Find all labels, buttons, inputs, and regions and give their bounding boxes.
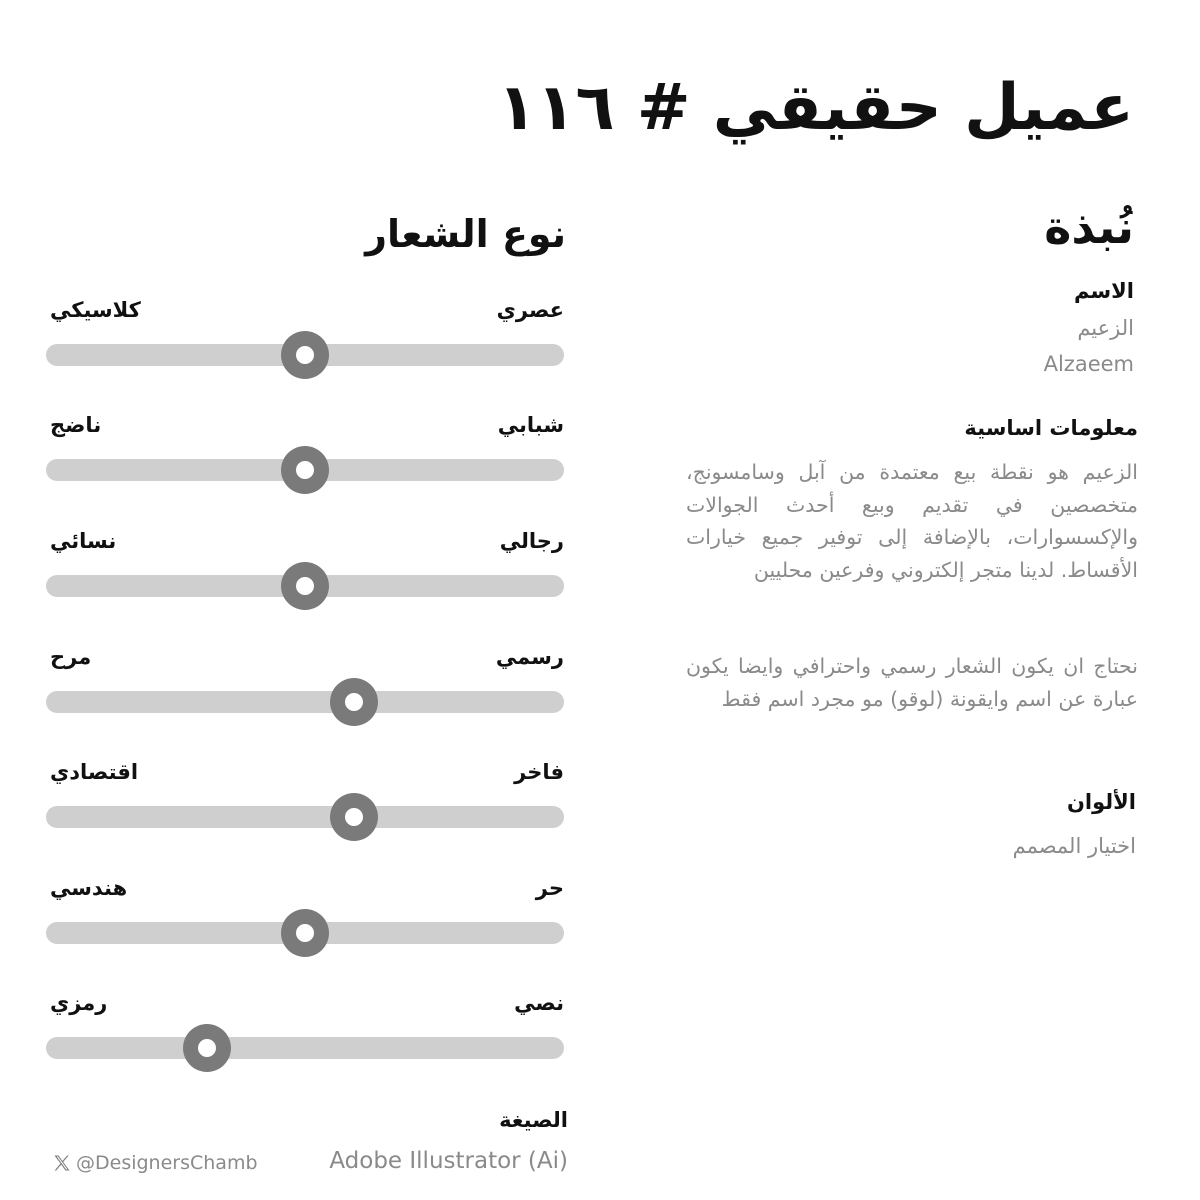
slider-right-label: فاخر	[514, 760, 564, 784]
colors-value: اختيار المصمم	[1012, 834, 1136, 858]
slider-right-label: رجالي	[499, 529, 564, 553]
name-arabic-value: الزعيم	[1077, 316, 1134, 340]
slider-formal-playful	[46, 645, 564, 735]
format-label: الصيغة	[499, 1108, 568, 1132]
slider-right-label: حر	[535, 876, 564, 900]
slider-left-label: رمزي	[50, 991, 108, 1015]
slider-luxury-economic	[46, 760, 564, 850]
slider-thumb[interactable]	[330, 678, 378, 726]
slider-thumb[interactable]	[281, 446, 329, 494]
designer-handle: @DesignersChamb	[76, 1152, 258, 1174]
slider-track[interactable]	[46, 1037, 564, 1059]
slider-left-label: ناضج	[50, 413, 102, 437]
format-value: Adobe Illustrator (Ai)	[329, 1148, 568, 1174]
basic-info-label: معلومات اساسية	[964, 416, 1138, 440]
about-heading: نُبذة	[1044, 200, 1134, 254]
requirements-paragraph: نحتاج ان يكون الشعار رسمي واحترافي وايضا يكون عبارة عن اسم وايقونة (لوقو) مو مجرد اسم فقط	[686, 654, 1138, 711]
logo-type-heading: نوع الشعار	[365, 212, 566, 256]
name-label: الاسم	[1074, 279, 1134, 303]
page-title: عميل حقيقي # ١١٦	[497, 71, 1134, 145]
slider-left-label: مرح	[50, 645, 92, 669]
slider-thumb[interactable]	[281, 562, 329, 610]
slider-thumb[interactable]	[183, 1024, 231, 1072]
slider-thumb[interactable]	[330, 793, 378, 841]
designer-credit[interactable]	[52, 1152, 258, 1174]
x-logo-icon	[52, 1153, 72, 1173]
slider-left-label: اقتصادي	[50, 760, 139, 784]
slider-track[interactable]	[46, 806, 564, 828]
slider-thumb[interactable]	[281, 909, 329, 957]
slider-left-label: كلاسيكي	[50, 298, 141, 322]
slider-right-label: نصي	[514, 991, 564, 1015]
slider-masculine-feminine	[46, 529, 564, 619]
slider-youthful-mature	[46, 413, 564, 503]
slider-free-geometric	[46, 876, 564, 966]
slider-text-symbol	[46, 991, 564, 1081]
slider-right-label: رسمي	[495, 645, 564, 669]
slider-right-label: عصري	[496, 298, 564, 322]
slider-modern-classic	[46, 298, 564, 388]
colors-label: الألوان	[1066, 790, 1136, 814]
slider-track[interactable]	[46, 691, 564, 713]
slider-left-label: هندسي	[50, 876, 128, 900]
name-english-value: Alzaeem	[1043, 352, 1134, 376]
slider-thumb[interactable]	[281, 331, 329, 379]
slider-left-label: نسائي	[50, 529, 117, 553]
basic-info-paragraph: الزعيم هو نقطة بيع معتمدة من آبل وسامسونج، متخصصين في تقديم وبيع أحدث الجوالات والإكسسوارات، بالإضافة إلى توفير جميع خيارات الأقساط. لدينا متجر إلكتروني وفرعين محليين	[686, 460, 1138, 582]
slider-right-label: شبابي	[497, 413, 564, 437]
